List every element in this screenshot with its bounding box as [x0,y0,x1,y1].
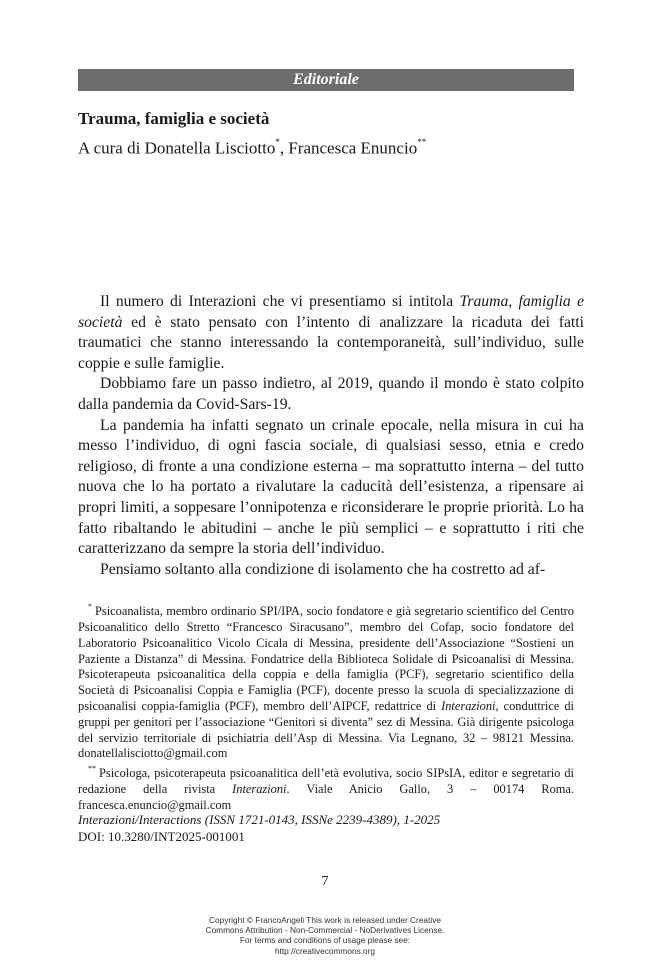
license-link[interactable]: http://creativecommons.org [274,945,376,956]
body-paragraph: La pandemia ha infatti segnato un crinale epocale, nella misura in cui ha messo l’individuo, di ogni fascia sociale, di qualsiasi sesso, etnia e credo religioso, di fronte a una condizione esterna – ma soprattutto interna – del tutto nuova che lo ha portato a rivalutare la caducità dell’esistenza, a ripensare ai propri limiti, a soppesare l’onnipotenza e riconsiderare le proprie priorità. Lo ha fatto ribaltando le abitudini – anche le più semplici – e soprattutto i riti che caratterizzano da sempre la storia dell’individuo. [78,416,584,558]
footnote-text: , conduttrice di gruppi per genitori per l’associazione “Genitori si diventa” sez di Messina. Già dirigente psicologa del servizio territoriale di psichiatria dell’Asp di Messina. Via Legnano, 32 – 98121 Messina. donatellalisciotto@gmail.com [78,698,575,761]
footnotes [78,600,574,814]
journal-citation: Interazioni/Interactions (ISSN 1721-0143, ISSNe 2239-4389), 1-2025 [78,812,441,827]
footnote-text: . Viale Anicio Gallo, 3 – 00174 Roma. francesca.enuncio@gmail.com [78,782,575,812]
author2-footnote-mark[interactable]: ** [417,137,427,147]
body-text: ed è stato pensato con l’intento di analizzare la ricaduta dei fatti traumatici che stanno interessando la contemporaneità, sull’individuo, sulle coppie e sulle famiglie. [78,313,584,372]
article-title: Trauma, famiglia e società [78,109,270,128]
footnote-mark: ** [88,764,96,774]
author1-footnote-mark[interactable]: * [275,137,280,147]
body-paragraph [78,292,584,374]
footnote-text: Psicologa, psicoterapeuta psicoanalitica dell’età evolutiva, socio SIPsIA, editor e segretario di redazione della rivista [78,766,574,797]
license-notice [150,915,500,956]
footnote-text: Psicoanalista, membro ordinario SPI/IPA, socio fondatore e già segretario scientifico del Centro Psicoanalitico dello Stretto “Francesco Siracusano”, membro del Cofap, socio fondatore del Laboratorio Psicoanalitico Vicolo Cicala di Messina, presidente dell’Associazione “Sostieni un Paziente a Distanza” di Messina. Fondatrice della Biblioteca Solidale di Psicoanalisi di Messina. Psicoterapeuta psicoanalitica della coppia e della famiglia (PCF), segretario scientifico della Società di Psicoanalisi Coppia e Famiglia (PCF), docente presso la scuola di specializzazione di psicoanalisi coppia-famiglia (PCF), membro dell’AIPCF, redattrice di [78,604,574,713]
journal-name-italic: Interazioni [232,782,287,797]
authors-text: A cura di Donatella Lisciotto [78,138,276,158]
article-body [78,292,584,580]
license-line: For terms and conditions of usage please see: [239,935,411,946]
journal-name-italic: Interazioni [441,698,496,713]
article-authors [78,133,426,160]
body-text: Il numero di Interazioni che vi presentiamo si intitola [100,293,460,310]
page-number: 7 [321,874,329,889]
issue-title-italic: Trauma, famiglia e società [78,293,584,331]
body-paragraph: Pensiamo soltanto alla condizione di isolamento che ha costretto ad af- [100,560,546,578]
footnote-mark: * [88,602,92,611]
body-paragraph: Dobbiamo fare un passo indietro, al 2019, quando il mondo è stato colpito dalla pandemia da Covid-Sars-19. [78,375,584,413]
authors-second: , Francesca Enuncio [279,138,418,158]
footnote-2 [78,762,574,814]
license-line: Commons Attribution - Non-Commercial - NoDerivatives License. [205,925,445,936]
footnote-1 [78,600,574,762]
section-banner: Editoriale [78,69,574,91]
doi[interactable]: DOI: 10.3280/INT2025-001001 [78,829,245,844]
license-line: Copyright © FrancoAngeli This work is released under Creative [209,915,441,925]
